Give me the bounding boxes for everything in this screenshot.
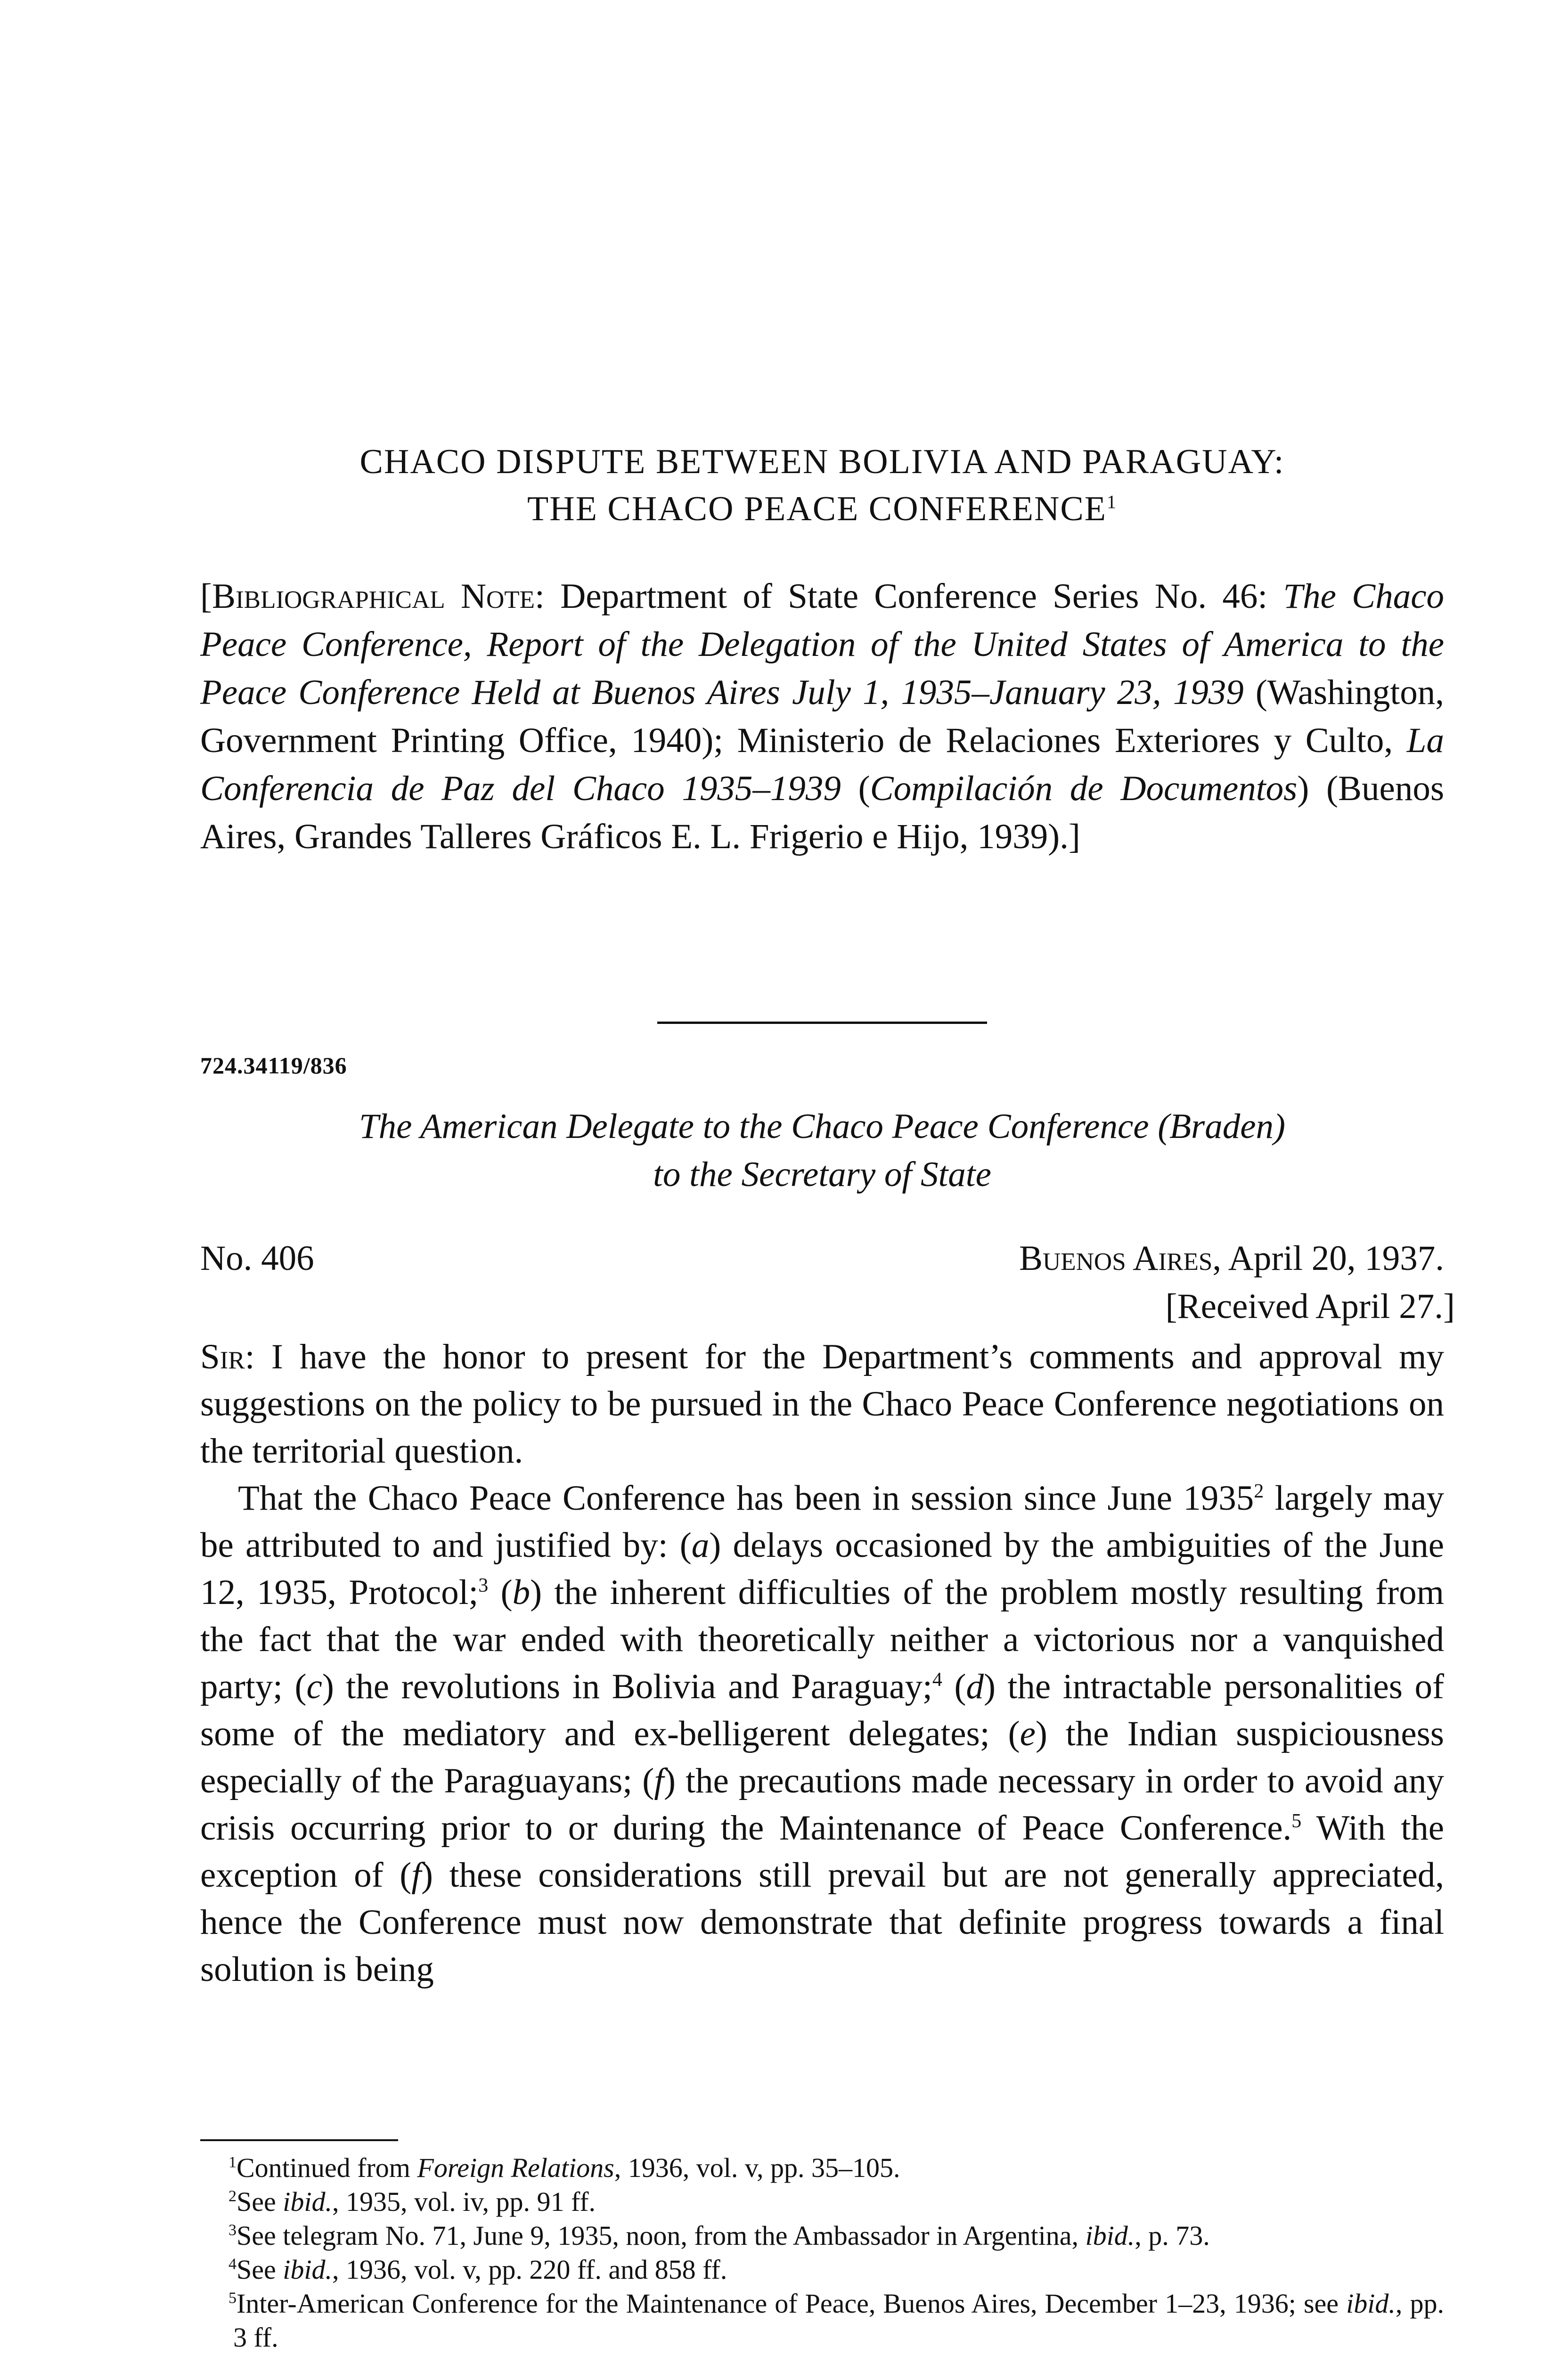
place-and-date [1019,1238,1444,1279]
biblio-title-3: Compilación de Documentos [870,769,1298,808]
received-date: [Received April 27.] [1165,1287,1455,1326]
date: , April 20, 1937. [1212,1239,1444,1278]
biblio-label: Bibliographical Note [212,577,535,616]
page-title-line2: THE CHACO PEACE CONFERENCE$^1$ [527,490,1117,528]
footnote-ref-5[interactable]: 5 [1291,1810,1302,1832]
section-divider [657,1022,987,1024]
biblio-title-2: La Conferencia de Paz del Chaco 1935–1939 [200,721,1444,808]
footnote-3: $^3$See telegram No. 71, June 9, 1935, noon, from the Ambassador in Argentina, ibid., p. 73. [229,2220,1210,2251]
footnote-ref-4[interactable]: 4 [932,1669,942,1691]
footnote-divider [200,2139,398,2141]
paragraph-2: That the Chaco Peace Conference has been in session since June 1935$^2$ largely may be attributed to and justified by: (a) delays occasioned by the ambiguities of the June 12, 1935, Protocol;$^3$ (b) the inherent difficulties of the problem mostly resulting from the fact that the war ended with theoretically neither a victorious nor a vanquished party; (c) the revolutions in Bolivia and Paraguay;$^4$ (d) the intractable personalities of some of the mediatory and ex-belligerent delegates; (e) the Indian suspiciousness especially of the Paraguayans; (f) the precautions made necessary in order to avoid any crisis occurring prior to or during the Maintenance of Peace Conference.$^5$ With the exception of (f) these considerations still prevail but are not generally appreciated, hence the Conference must now demonstrate that definite progress towards a final solution is being [200,1479,1445,1989]
footnote-ref-1[interactable]: 1 [1106,491,1117,513]
document-heading-line1: The American Delegate to the Chaco Peace Conference (Braden) [359,1107,1286,1146]
footnotes [200,2151,1444,2355]
footnote-1: $^1$Continued from Foreign Relations, 1936, vol. v, pp. 35–105. [229,2152,900,2183]
file-number: 724.34119/836 [200,1052,347,1079]
footnote-ref-2[interactable]: 2 [1254,1481,1264,1502]
bibliographical-note: [Bibliographical Note: Department of State Conference Series No. 46: The Chaco Peace Conference, Report of the Delegation of the United States of America to the Peace Conference Held at Buenos Aires July 1, 1935–January 23, 1939 (Washington, Government Printing Office, 1940); Ministerio de Relaciones Exteriores y Culto, La Conferencia de Paz del Chaco 1935–1939 (Compilación de Documentos) (Buenos Aires, Grandes Talleres Gráficos E. L. Frigerio e Hijo, 1939).] [200,577,1445,856]
biblio-title-1: The Chaco Peace Conference, Report of the Delegation of the United States of America to the Peace Conference Held at Buenos Aires July 1, 1935–January 23, 1939 [200,577,1444,712]
place: Buenos Aires [1019,1239,1213,1278]
paragraph-1: Sir: I have the honor to present for the Department’s comments and approval my suggestions on the policy to be pursued in the Chaco Peace Conference negotiations on the territorial question. [200,1337,1444,1471]
footnote-4: $^4$See ibid., 1936, vol. v, pp. 220 ff. and 858 ff. [229,2254,727,2285]
footnote-5: $^5$Inter-American Conference for the Maintenance of Peace, Buenos Aires, December 1–23, 1936; see ibid., pp. 3 ff. [229,2288,1444,2353]
footnote-ref-3[interactable]: 3 [478,1575,489,1596]
salutation: Sir [200,1337,245,1376]
letter-body [200,1333,1444,1993]
document-heading-line2: to the Secretary of State [653,1155,991,1194]
document-number: No. 406 [200,1239,314,1278]
footnote-2: $^2$See ibid., 1935, vol. iv, pp. 91 ff. [229,2186,596,2217]
page-title-line1: CHACO DISPUTE BETWEEN BOLIVIA AND PARAGUAY: [359,442,1285,481]
